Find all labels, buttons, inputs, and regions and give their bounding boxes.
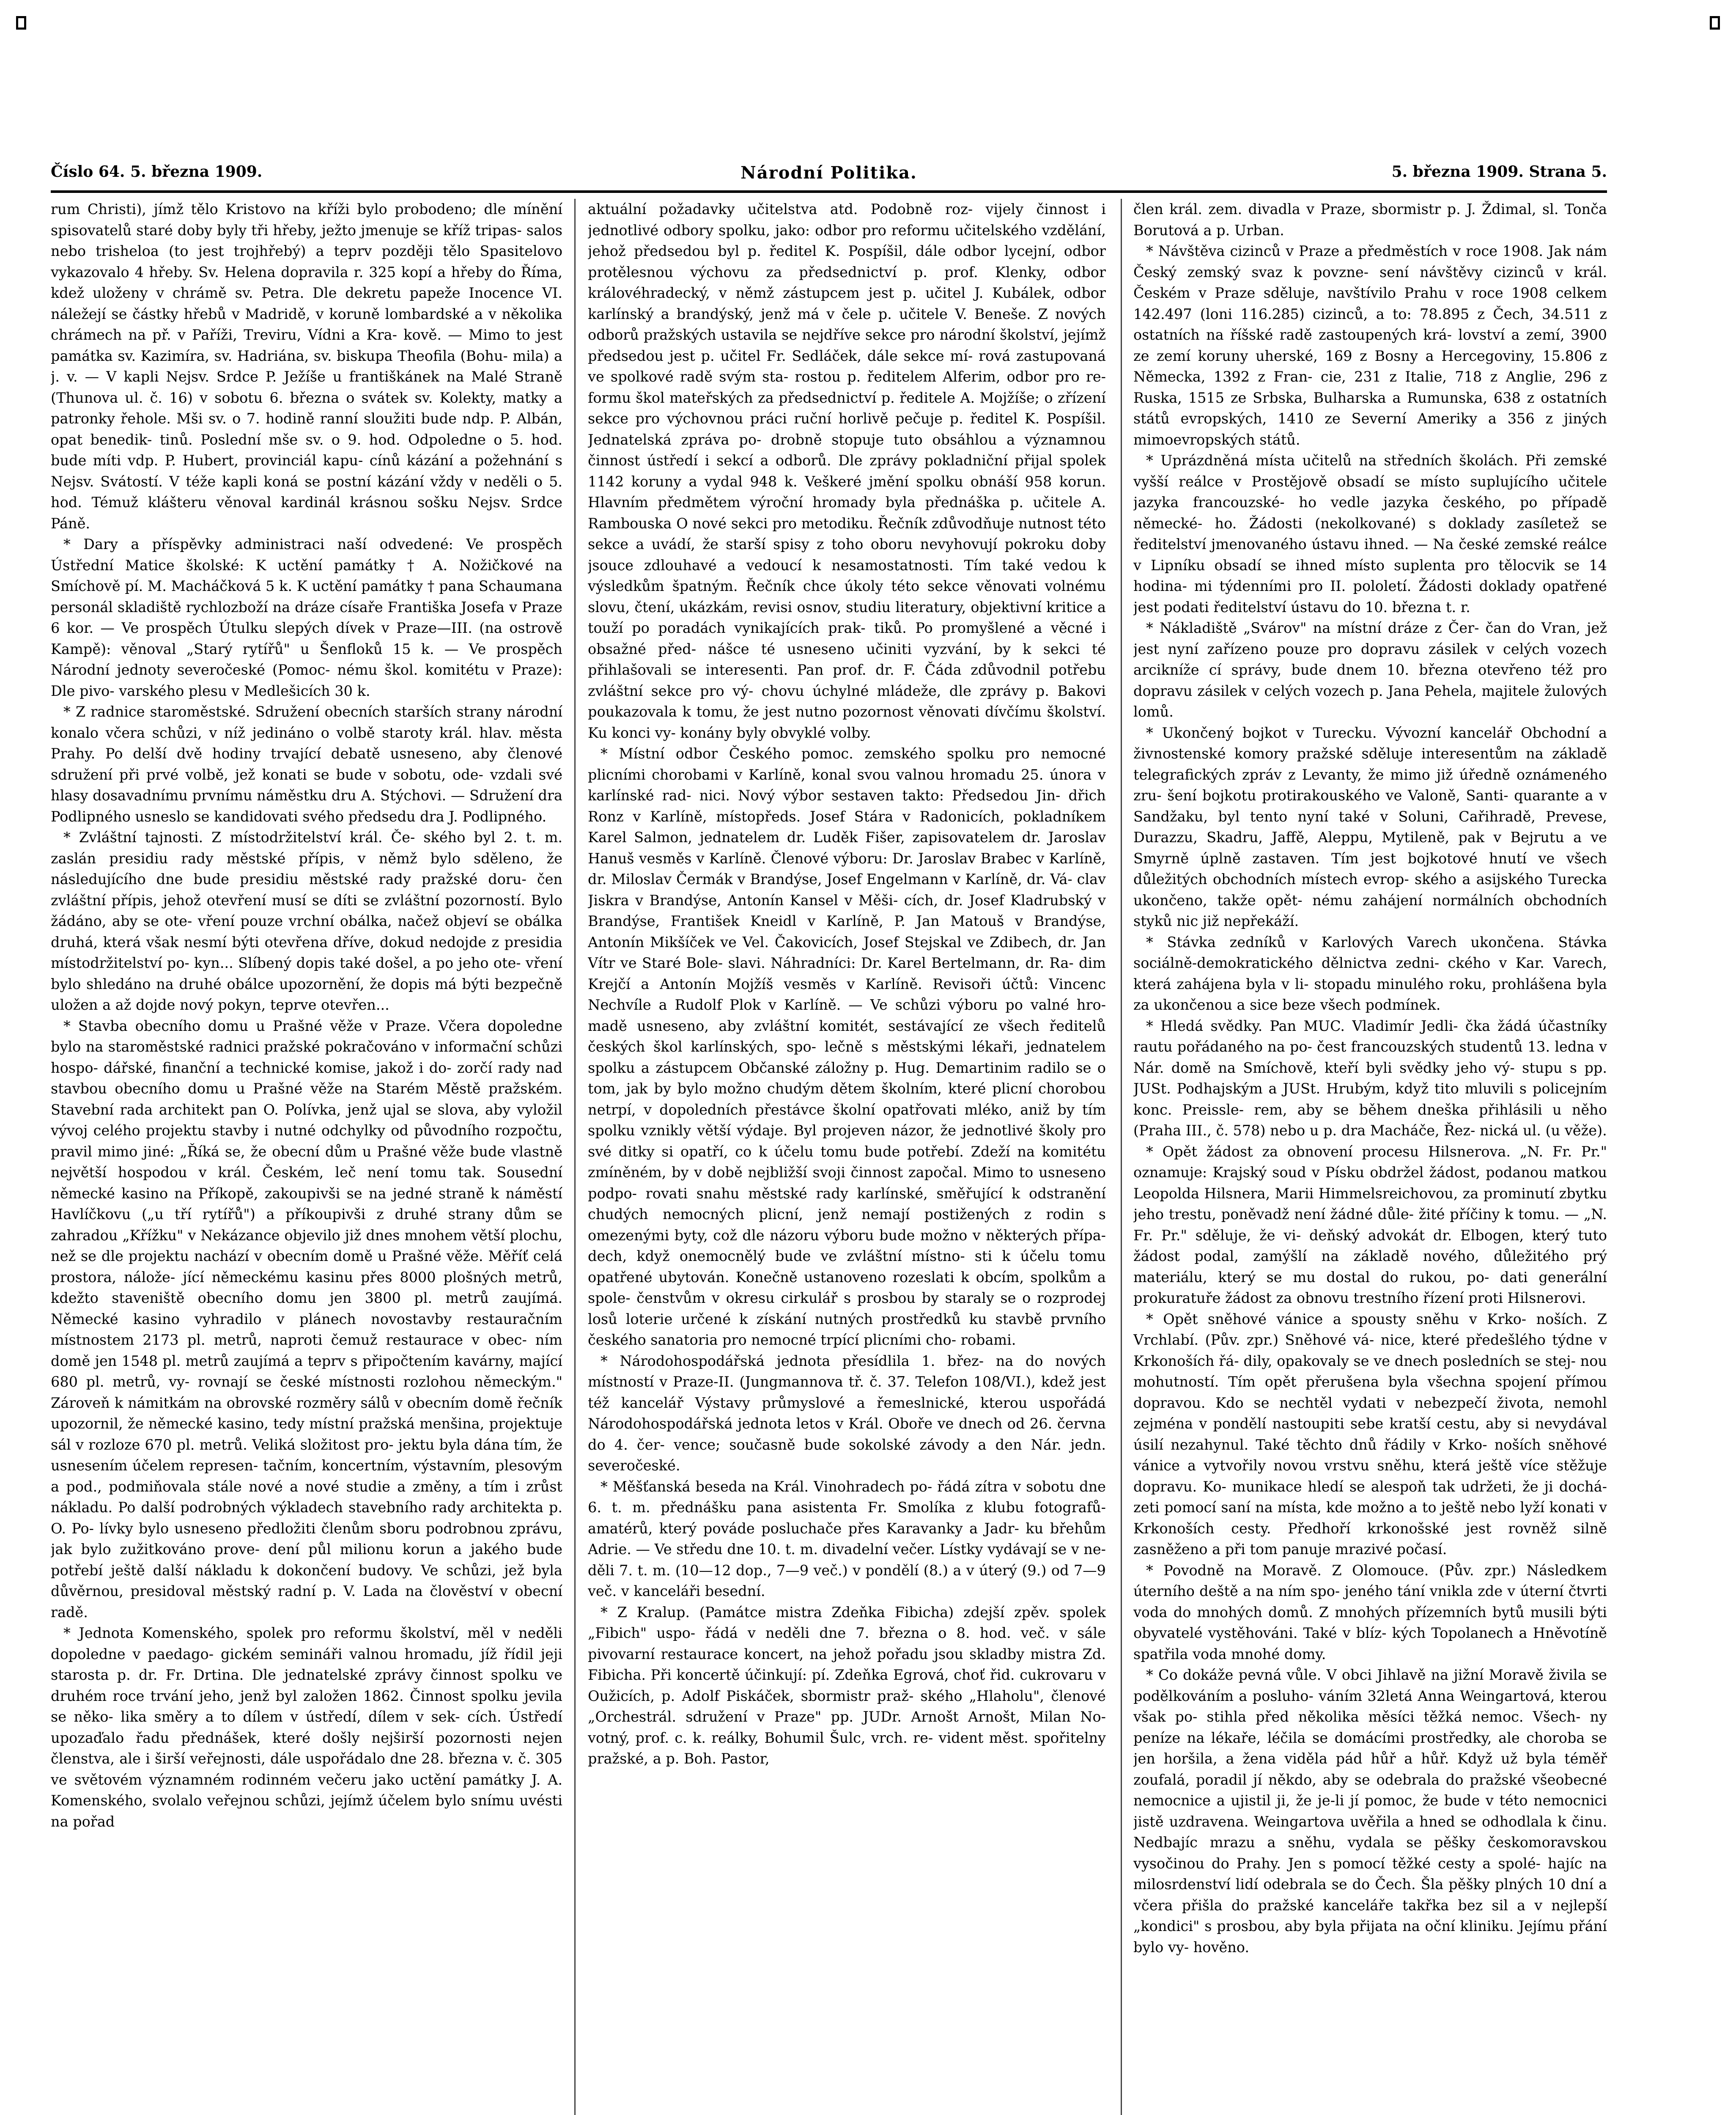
article-paragraph: aktuální požadavky učitelstva atd. Podobně roz- vijely činnost i jednotlivé odbory spolku, jako: odbor pro reformu učitelského vzdělání, jehož předsedou byl p. ředitel K. Pospíšil, dále odbor lycejní, odbor protělesnou výchovu za předsednictví p. prof. Klenky, odbor královéhradecký, v němž zástupcem jest p. učitel J. Kubálek, odbor karlínský a brandýský, jenž má v čele p. učitele V. Beneše. Z nových odborů pražských ustavila se nejdříve sekce pro národní školství, jejímž předsedou jest p. učitel Fr. Sedláček, dále sekce mí- rová zastupovaná ve spolkové radě svým sta- rostou p. ředitelem Alferim, odbor pro re- formu škol mateřských za předsednictví p. ředitele A. Mojžíše; o zřízení sekce pro výchovnou práci ruční horlivě pečuje p. ředitel K. Pospíšil. Jednatelská zpráva po- drobně stopuje tuto obsáhlou a významnou činnost ústředí i sekcí a odborů. Dle zprávy pokladniční přijal spolek 1142 koruny a vydal 948 k. Veškeré jmění spolku obnáší 958 korun. Hlavním předmětem výroční hromady byla přednáška p. učitele A. Rambouska O nové sekci pro metodiku. Řečník zdůvodňuje nutnost této sekce a uvádí, že starší spisy z toho oboru nevyhovují pokroku doby jsouce zdlouhavé a vedoucí k nesamostatnosti. Tím také vedou k výsledkům špatným. Řečník chce úkoly této sekce věnovati volnému slovu, čtení, ukázkám, revisi osnov, studiu literatury, objektivní kritice a touží po poradách vynikajících prak- tiků. Po promyšlené a věcné i obsažné před- nášce té usneseno učiniti vyzvání, by k sekci té přihlašovali se interesenti. Pan prof. dr. F. Čáda zdůvodnil potřebu zvláštní sekce pro vý- chovu úchylné mládeže, dle zprávy p. Bakovi poukazovala k tomu, že jest nutno pozornost věnovati dívčímu školství. Ku konci vy- konány byly obvyklé volby. [588, 201, 1106, 741]
article-paragraph: * Hledá svědky. Pan MUC. Vladimír Jedli- čka žádá účastníky rautu pořádaného na po- čest francouzských studentů 13. ledna v Nár. domě na Smíchově, kteří byli svědky jeho vý- stupu s pp. JUSt. Podhajským a JUSt. Hrubým, když tito mluvili s policejním konc. Preissle- rem, aby se během dneška přihlásili u něho (Praha III., č. 578) nebo u p. dra Macháče, Řez- nická ul. (u věže). [1133, 1017, 1607, 1139]
column-divider [1121, 199, 1122, 2115]
article-paragraph: * Uprázdněná místa učitelů na středních školách. Při zemské vyšší reálce v Prostějově obsadí se místo suplujícího učitele jazyka francouzské- ho vedle jazyka českého, po případě německé- ho. Žádosti (nekolkované) s doklady zasíletež se ředitelství jmenovaného ústavu ihned. — Na české zemské reálce v Lipníku obsadí se ihned místo suplenta pro tělocvik se 14 hodina- mi týdenními pro II. pololetí. Žádosti doklady opatřené jest podati ředitelství ústavu do 10. března t. r. [1133, 452, 1607, 615]
crop-mark-top-right [1710, 16, 1720, 30]
article-paragraph: * Z radnice staroměstské. Sdružení obecních starších strany národní konalo včera schůzi, v níž jedináno o volbě staroty král. hlav. města Prahy. Po delší dvě hodiny trvající debatě usneseno, aby členové sdružení při prvé volbě, jež konati se bude v sobotu, ode- vzdali své hlasy dosavadnímu prvnímu náměstku dru A. Stýchovi. — Sdružení dra Podlipného usneslo se kandidovati svého předsedu dra J. Podlipného. [51, 703, 562, 825]
masthead-title: Národní Politika. [740, 163, 917, 183]
article-paragraph: * Měšťanská beseda na Král. Vinohradech po- řádá zítra v sobotu dne 6. t. m. přednášku pana asistenta Fr. Smolíka z klubu fotografů-amatérů, který pováde posluchače přes Karavanky a Jadr- ku břehům Adrie. — Ve středu dne 10. t. m. divadelní večer. Lístky vydávají se v ne- děli 7. t. m. (10—12 dop., 7—9 več.) v pondělí (8.) a v úterý (9.) od 7—9 več. v kanceláři besední. [588, 1478, 1106, 1599]
article-paragraph: * Co dokáže pevná vůle. V obci Jihlavě na jižní Moravě živila se podělkováním a posluho- váním 32letá Anna Weingartová, kterou však po- stihla před několika měsíci těžká nemoc. Všech- ny peníze na lékaře, léčila se domácími prostředky, ale choroba se jen horšila, a žena viděla pád hůř a hůř. Když už byla téměř zoufalá, poradil jí někdo, aby se odebrala do pražské všeobecné nemocnice a ujistil ji, že je-li jí pomoc, že bude v této nemocnici jistě uzdravena. Weingartova uvěřila a hned se odhodlala k činu. Nedbajíc mrazu a sněhu, vydala se pěšky českomoravskou vysočinou do Prahy. Jen s pomocí těžké cesty a spolé- hajíc na milosrdenství lidí odebrala se do Čech. Šla pěšky plných 10 dní a včera přišla do pražské kanceláře takřka bez sil a v nejlepší „kondici" s prosbou, aby byla přijata na oční kliniku. Jejímu přání bylo vy- hověno. [1133, 1667, 1607, 1956]
column-1 [51, 199, 562, 2115]
article-paragraph: člen král. zem. divadla v Praze, sbormistr p. J. Ždimal, sl. Tonča Borutová a p. Urban. [1133, 201, 1607, 239]
article-paragraph: * Jednota Komenského, spolek pro reformu školství, měl v neděli dopoledne v paedago- gickém semináři valnou hromadu, jíž řídil jeji starosta p. dr. Fr. Drtina. Dle jednatelské zprávy činnost spolku ve druhém roce trvání jeho, jenž byl založen 1862. Činnost spolku jevila se něko- lika směry a to dílem v ústředí, dílem v sek- cích. Ústředí upozaďalo řadu přednášek, které došly nejširší pozornosti nejen členstva, ale i širší veřejnosti, dále uspořádalo dne 28. března v. č. 305 ve světovém významném rodinném večeru jako uctění památky J. A. Komenského, svolalo veřejnou schůzi, jejímž účelem bylo snímu uvésti na pořad [51, 1625, 562, 1830]
article-paragraph: * Zvláštní tajnosti. Z místodržitelství král. Če- ského byl 2. t. m. zaslán presidiu rady městské přípis, v němž bylo sděleno, že následujícího dne bude presidiu městské rady pražské doru- čen zvláštní přípis, jehož otevření musí se díti se zvláštní pozorností. Bylo žádáno, aby se ote- vření pouze vrchní obálka, načež objeví se obálka druhá, která však nesmí býti otevřena dříve, dokud nedojde z presidia místodržitelství po- kyn... Slíbený dopis také došel, a po jeho ote- vření bylo shledáno na druhé obálce upozornění, že dopis má býti bezpečně uložen a až dojde nový pokyn, teprve otevřen... [51, 829, 562, 1013]
column-2 [588, 199, 1106, 2115]
article-paragraph: * Návštěva cizinců v Praze a předměstích v roce 1908. Jak nám Český zemský svaz k povzne- sení návštěvy cizinců v král. Českém v Praze sděluje, navštívilo Prahu v roce 1908 celkem 142.497 (loni 116.285) cizinců, a to: 78.895 z Čech, 34.511 z ostatních na říšské radě zastoupených krá- lovství a zemí, 3900 ze zemí koruny uherské, 169 z Bosny a Hercegoviny, 15.806 z Německa, 1392 z Fran- cie, 231 z Italie, 718 z Anglie, 296 z Ruska, 1515 ze Srbska, Bulharska a Rumunska, 638 z ostatních států evropských, 1410 ze Severní Ameriky a 356 z jiných mimoevropských států. [1133, 243, 1607, 448]
article-paragraph: * Nákladiště „Svárov" na místní dráze z Čer- čan do Vran, jež jest nyní zařízeno pouze pro dopravu zásilek v celých vozech arcikníže cí správy, bude dnem 10. března otevřeno též pro dopravu zásilek v celých vozech p. Jana Pehela, majitele žulových lomů. [1133, 620, 1607, 720]
column-divider [574, 199, 576, 2115]
article-paragraph: * Stávka zedníků v Karlových Varech ukončena. Stávka sociálně-demokratického dělnictva zedni- ckého v Kar. Varech, která zahájena byla v li- stopadu minulého roku, prohlášena byla za ukončenou a sice beze všech podmínek. [1133, 934, 1607, 1013]
article-paragraph: * Opět sněhové vánice a spousty sněhu v Krko- noších. Z Vrchlabí. (Pův. zpr.) Sněhové vá- nice, které předešlého týdne v Krkonoších řá- dily, opakovaly se ve dnech posledních se stej- nou mohutností. Tím opět přerušena byla všechna spojení přímou dopravou. Kdo se nechtěl vydati v nebezpečí života, nemohl zejména v pondělí nastoupiti sebe kratší cestu, aby si nevydával úsilí nezahynul. Také těchto dnů řádily v Krko- noších sněhové vánice a vytvořily novou vrstvu sněhu, která ještě více stěžuje dopravu. Ko- munikace hledí se alespoň tak udržeti, že ji dochá- zeti pomocí saní na místa, kde možno a to ještě nebo lyží konati v Krkonoších cesty. Předhoří krkonošské jest rovněž silně zasněženo a při tom panuje mrazivé počasí. [1133, 1310, 1607, 1557]
article-paragraph: * Povodně na Moravě. Z Olomouce. (Pův. zpr.) Následkem úterního deště a na ním spo- jeného tání vnikla zde v úterní čtvrti voda do mnohých domů. Z mnohých přízemních bytů musili býti obyvatelé vystěhováni. Také v blíz- kých Topolanech a Hněvotíně spatřila voda mnohé domy. [1133, 1562, 1607, 1662]
article-paragraph: * Místní odbor Českého pomoc. zemského spolku pro nemocné plicními chorobami v Karlíně, konal svou valnou hromadu 25. února v karlínské rad- nici. Nový výbor sestaven takto: Předsedou Jin- dřich Ronz v Karlíně, místopředs. Josef Stára v Radonicích, pokladníkem Karel Salmon, jednatelem dr. Luděk Fišer, zapisovatelem dr. Jaroslav Hanuš vesměs v Karlíně. Členové výboru: Dr. Jaroslav Brabec v Karlíně, dr. Miloslav Čermák v Brandýse, Josef Engelmann v Karlíně, dr. Vá- clav Jiskra v Brandýse, Antonín Kansel v Měši- cích, dr. Josef Kladrubský v Brandýse, František Kneidl v Karlíně, P. Jan Matouš v Brandýse, Antonín Mikšíček ve Vel. Čakovicích, Josef Stejskal ve Zdibech, dr. Jan Vítr ve Staré Bole- slavi. Náhradníci: Dr. Karel Bertelmann, dr. Ra- dim Krejčí a Antonín Mojžíš vesměs v Karlíně. Revisoři účtů: Vincenc Nechvíle a Rudolf Plok v Karlíně. — Ve schůzi výboru po valné hro- madě usneseno, aby zvláštní komitét, sestávající ze všech ředitelů českých škol karlínských, spo- lečně s městskými lékaři, jednatelem spolku a zástupcem Občanské záložny p. Hug. Demartinim radilo se o tom, jak by bylo možno chudým dětem školním, které plicní chorobou netrpí, v dopoledních přestávce školní opatřovati mléko, aniž by tím spolku vznikly větší výdaje. Byl projeven názor, že jednotlivé školy pro své ditky si opatří, co k účelu tomu bude potřebí. Zdeží na komitétu zmíněném, by v době nejbližší svoji činnost započal. Mimo to usneseno podpo- rovati snahu městské rady karlínské, směřující k odstranění chudých nemocných plicní, jenž nemají postižených z rodin s omezenými byty, což dle názoru výboru bude možno v některých přípa- dech, když onemocnělý bude ve zvláštní místno- sti k účelu tomu opatřené ubytován. Konečně ustanoveno rozeslati k obcím, spolkům a spole- čenstvům v okresu cirkulář s prosbou by staraly se o rozprodej losů loterie určené k získání nutných prostředků ku stavbě prvního českého sanatoria pro nemocné trpící plicními cho- robami. [588, 745, 1106, 1348]
article-paragraph: * Ukončený bojkot v Turecku. Vývozní kancelář Obchodní a živnostenské komory pražské sděluje interesentům na základě telegrafických zpráv z Levanty, že mimo již úředně oznámeného zru- šení bojkotu protirakouského ve Valoně, Santi- quarante a v Sandžaku, byl tento nyní také v Soluni, Cařihradě, Prevese, Durazzu, Skadru, Jaffě, Aleppu, Mytileně, pak v Bejrutu a ve Smyrně úplně zastaven. Tím jest bojkotové hnutí ve všech důležitých obchodních místech evrop- ského a asijského Turecka ukončeno, takže opět- nému zahájení normálních obchodních styků nic již nepřekáží. [1133, 724, 1607, 929]
article-paragraph: * Dary a příspěvky administraci naší odvedené: Ve prospěch Ústřední Matice školské: K uctění památky † A. Nožičkové na Smíchově pí. M. Macháčková 5 k. K uctění památky † pana Schaumana personál skladiště rychlozboží na dráze císaře Františka Josefa v Praze 6 kor. — Ve prospěch Útulku slepých dívek v Praze—III. (na ostrově Kampě): věnoval „Starý rytířů" u Šenfloků 15 k. — Ve prospěch Národní jednoty severočeské (Pomoc- nému škol. komitétu v Praze): Dle pivo- varského plesu v Medlešicích 30 k. [51, 536, 562, 699]
header-rule [51, 190, 1607, 193]
article-paragraph: * Z Kralup. (Památce mistra Zdeňka Fibicha) zdejší zpěv. spolek „Fibich" uspo- řádá v neděli dne 7. března o 8. hod. več. v sále pivovarní restaurace koncert, na jehož pořadu jsou skladby mistra Zd. Fibicha. Při koncertě účinkují: pí. Zdeňka Egrová, choť řid. cukrovaru v Oužicích, p. Adolf Piskáček, sbormistr praž- ského „Hlaholu", členové „Orchestrál. sdružení v Praze" pp. JUDr. Arnošt Arnošt, Milan No- votný, prof. c. k. reálky, Bohumil Šulc, vrch. re- vident měst. spořitelny pražské, a p. Boh. Pastor, [588, 1604, 1106, 1767]
article-paragraph: * Stavba obecního domu u Prašné věže v Praze. Včera dopoledne bylo na staroměstské radnici pražské pokračováno v informační schůzi hospo- dářské, finanční a technické komise, jakož i do- zorčí rady nad stavbou obecního domu u Prašné věže na Starém Městě pražském. Stavební rada architekt pan O. Polívka, jenž ujal se slova, aby vyložil vývoj celého projektu stavby i nutné odchylky od původního rozpočtu, pravil mimo jiné: „Říká se, že obecní dům u Prašné věže bude vlastně největší hospodou v král. Českém, leč není tomu tak. Sousední německé kasino na Příkopě, zakoupivši se na jedné straně k náměstí Havlíčkovu („u tří rytířů") a příkoupivši z druhé strany dům se zahradou „Křížku" v Nekázance objevilo již dnes mnohem větší plochu, než se dle projektu nachází v obecním domě u Prašné věže. Měříť celá prostora, nálože- jící německému kasinu přes 8000 plošných metrů, kdežto staveniště obecního domu jen 3800 pl. metrů zaujímá. Německé kasino vyhradilo v plánech novostavby restauračním místnostem 2173 pl. metrů, naproti čemuž restaurace v obec- ním domě jen 1548 pl. metrů zaujímá a teprv s připočtením kavárny, mající 680 pl. metrů, vy- rovnají se české místnosti rozlohou německým." Zároveň k námitkám na obrovské rozměry sálů v obecním domě řečník upozornil, že německé kasino, tedy místní pražská menšina, projektuje sál v rozloze 670 pl. metrů. Veliká složitost pro- jektu byla dána tím, že usnesením účelem represen- tačním, koncertním, výstavním, plesovým a pod., podmiňovala stále nové a nové studie a změny, a tím i zrůst nákladu. Po další podrobných výkladech stavebního rady architekta p. O. Po- lívky bylo usneseno předložiti členům sboru podrobnou zprávu, jak bylo zužitkováno prove- dení půl milionu korun a jakého bude potřebí ještě další nákladu k dokončení budovy. Ve schůzi, jež byla důvěrnou, presidoval městský radní p. V. Lada na člověství v obecní radě. [51, 1017, 562, 1621]
header-page-number: 5. března 1909. Strana 5. [1391, 163, 1607, 181]
crop-mark-top-left [16, 16, 26, 30]
article-paragraph: * Opět žádost za obnovení procesu Hilsnerova. „N. Fr. Pr." oznamuje: Krajský soud v Písku obdržel žádost, podanou matkou Leopolda Hilsnera, Marii Himmelsreichovou, za prominutí zbytku jeho trestu, poněvadž není žádné důle- žité příčiny k tomu. — „N. Fr. Pr." sděluje, že vi- deňský advokát dr. Elbogen, který tuto žádost podal, zamýšlí na základě nového, důležitého prý materiálu, který se mu dostal do rukou, po- dati generální prokuratuře žádost za obnovu trestního řízení proti Hilsnerovi. [1133, 1143, 1607, 1306]
article-paragraph: rum Christi), jímž tělo Kristovo na kříži bylo probodeno; dle mínění spisovatelů staré doby byly tři hřeby, ježto jmenuje se kříž tripas- salos nebo trisheloa (to jest trojhřebý) a teprv později tělo Spasitelovo vykazovalo 4 hřeby. Sv. Helena dopravila r. 325 kopí a hřeby do Říma, kdež uloženy v chrámě sv. Petra. Dle dekretu papeže Inocence VI. náležejí se částky hřebů v Madridě, v koruně lombardské a v několika chrámech na př. v Paříži, Treviru, Vídni a Kra- kově. — Mimo to jest památka sv. Kazimíra, sv. Hadriána, sv. biskupa Theofila (Bohu- mila) a j. v. — V kapli Nejsv. Srdce P. Ježíše u františkánek na Malé Straně (Thunova ul. č. 16) v sobotu 6. března o svátek sv. Kolekty, matky a patronky řehole. Mši sv. o 7. hodině ranní sloužiti bude ndp. P. Albán, opat benedik- tinů. Poslední mše sv. o 9. hod. Odpoledne o 5. hod. bude míti vdp. P. Hubert, provinciál kapu- cínů kázání a požehnání s Nejsv. Svátostí. V téže kapli koná se postní kázání vždy v neděli o 5. hod. Témuž klášteru věnoval kardinál krásnou sošku Nejsv. Srdce Páně. [51, 201, 562, 532]
column-3 [1133, 199, 1607, 2115]
article-paragraph: * Národohospodářská jednota přesídlila 1. břez- na do nových místností v Praze-II. (Jungmannova tř. č. 37. Telefon 108/VI.), kdež jest též kancelář Výstavy průmyslové a řemeslnické, kterou uspořádá Národohospodářská jednota letos v Král. Oboře ve dnech od 26. června do 4. čer- vence; současně bude sokolské závody a den Nár. jedn. severočeské. [588, 1352, 1106, 1474]
header-issue-date: Číslo 64. 5. března 1909. [51, 163, 263, 181]
